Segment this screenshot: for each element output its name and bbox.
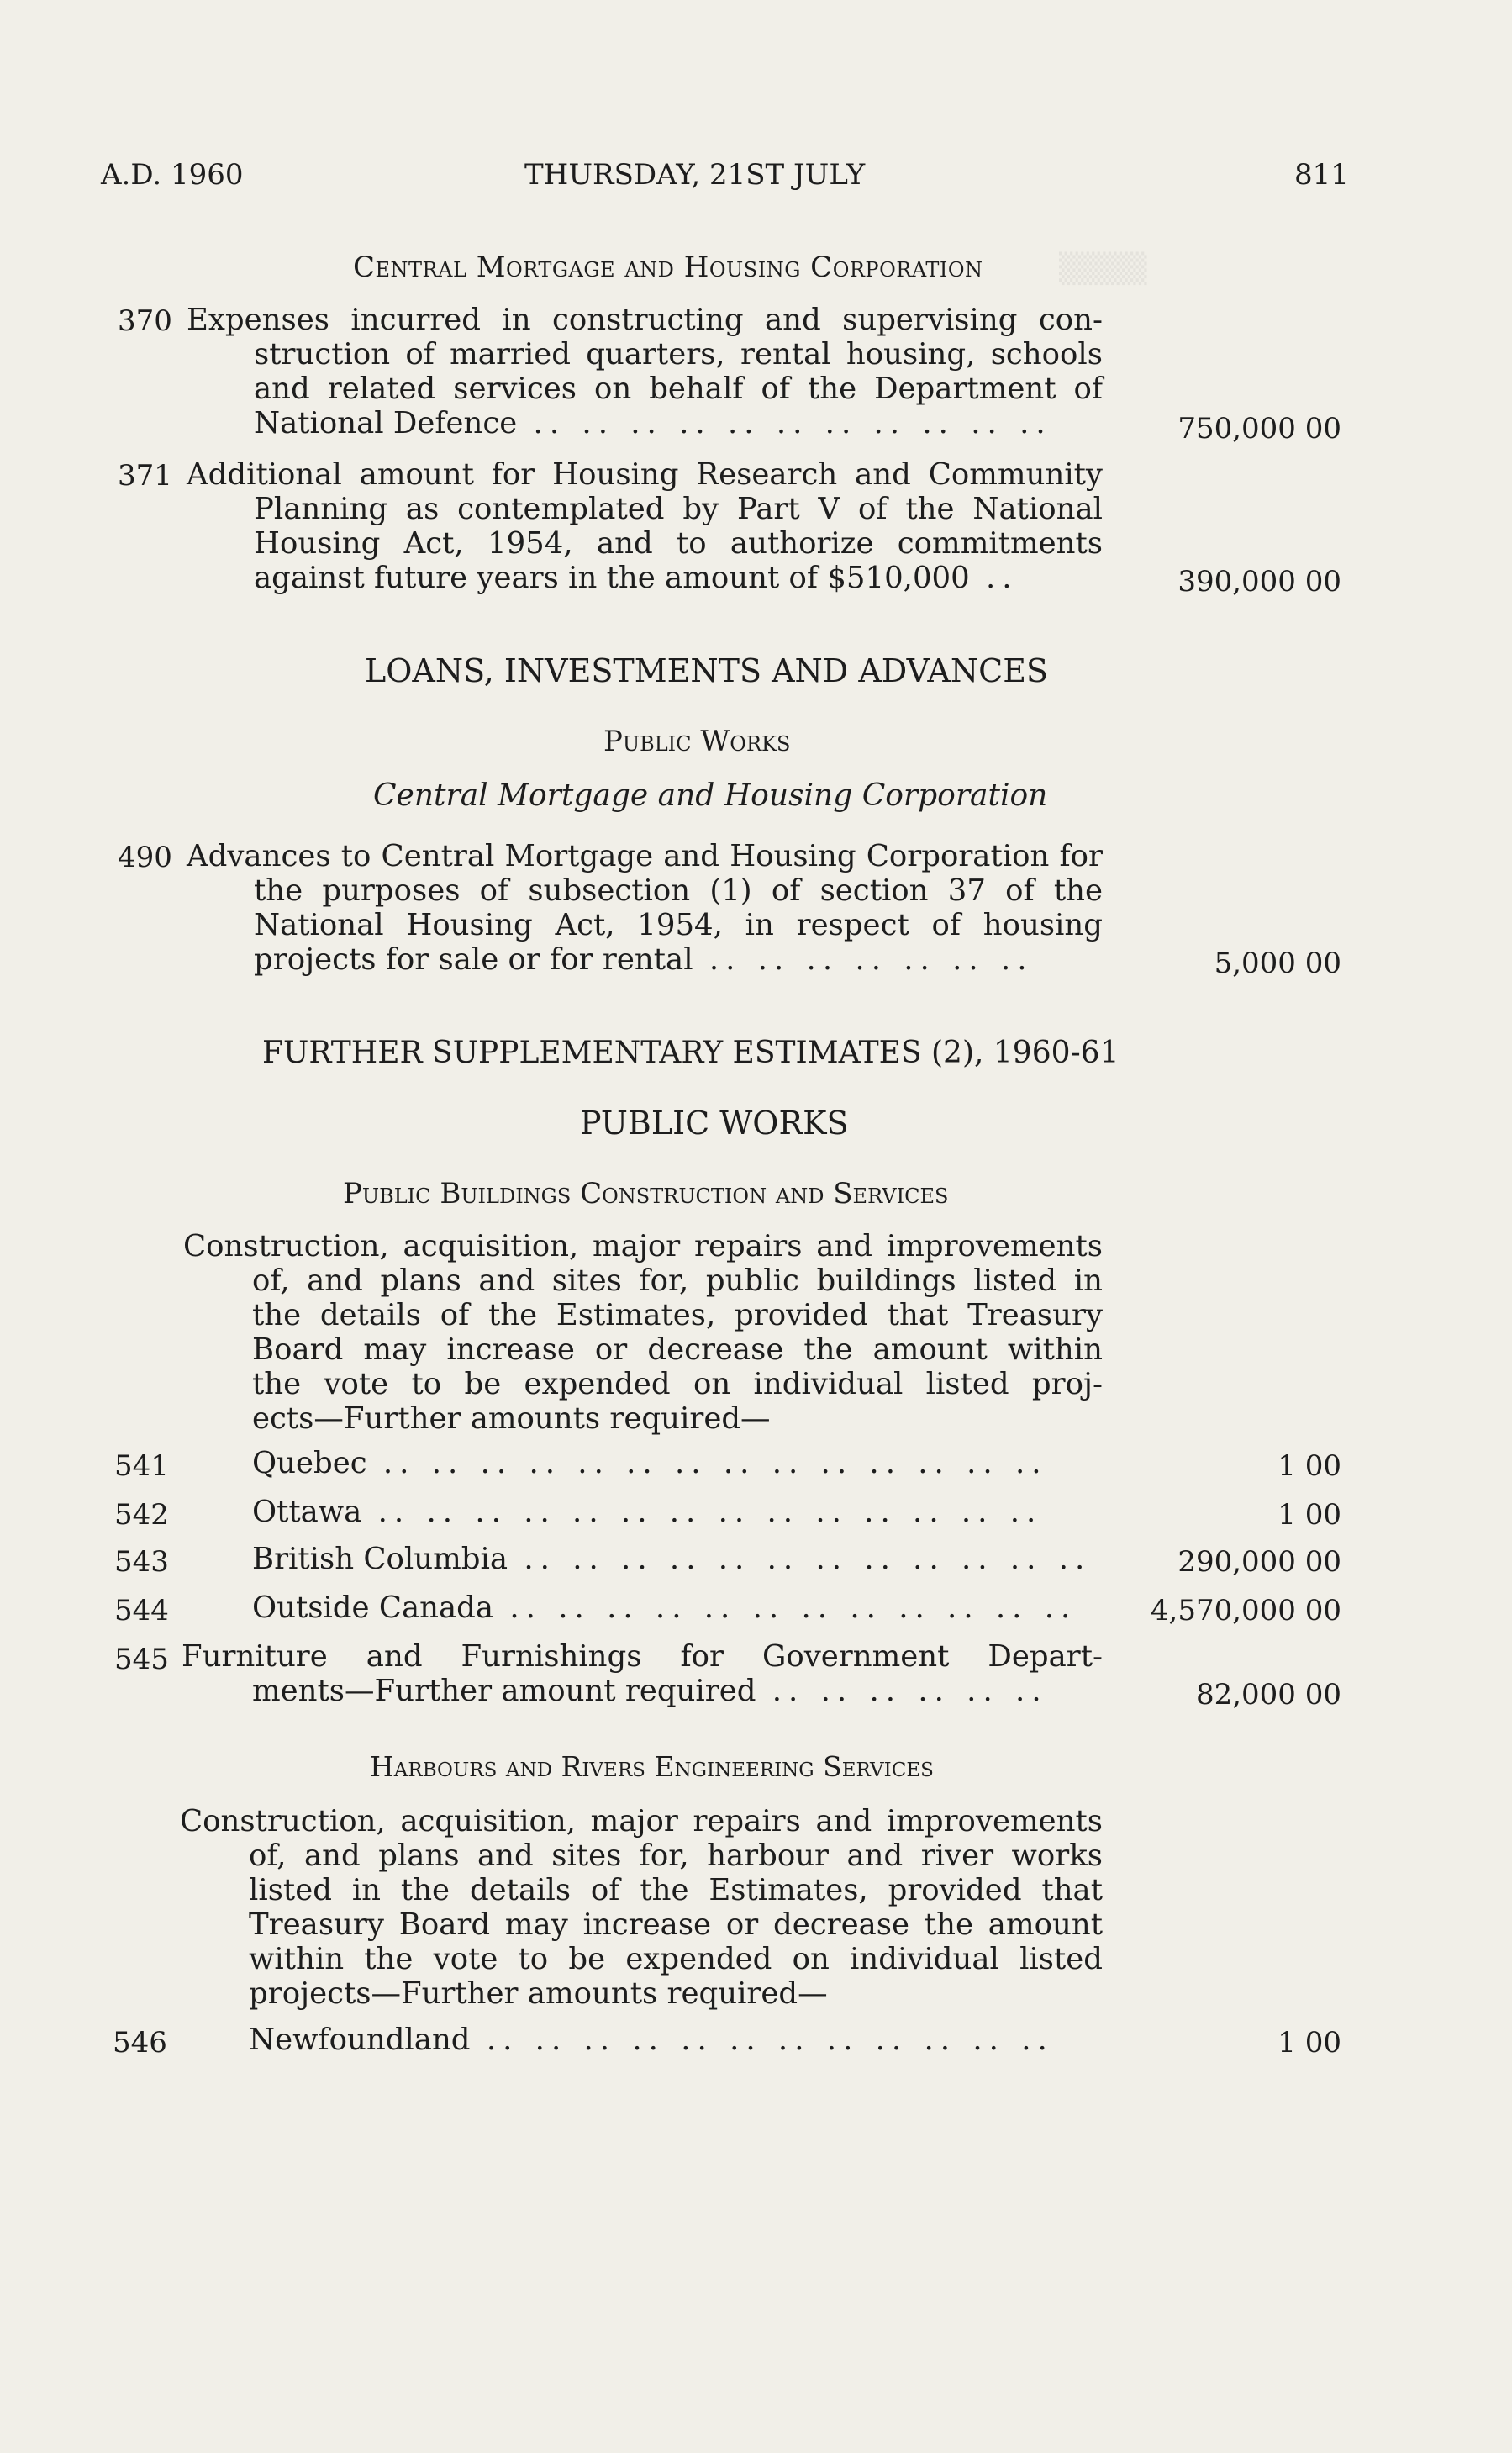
item-545-number: 545	[114, 1643, 169, 1676]
item-544-label: Outside Canada	[252, 1590, 494, 1625]
hres-line: Construction, acquisition, major repairs and improvements	[180, 1804, 1103, 1838]
leader-dots: .. .. .. .. .. .. .. .. .. .. .. ..	[470, 2023, 1054, 2057]
item-490-line: Advances to Central Mortgage and Housing Corporation for	[187, 839, 1103, 873]
item-543-amount: 290,000 00	[1177, 1545, 1341, 1579]
item-545-amount: 82,000 00	[1195, 1678, 1341, 1712]
item-542-label: Ottawa	[252, 1495, 362, 1529]
item-541-number: 541	[114, 1449, 169, 1483]
leader-dots: .. .. .. .. .. .. .. .. .. .. ..	[517, 406, 1052, 440]
item-546-label: Newfoundland	[249, 2023, 471, 2057]
item-541-label: Quebec	[252, 1446, 367, 1480]
item-541-amount: 1 00	[1278, 1449, 1341, 1483]
header-page-number: 811	[1294, 158, 1349, 192]
further-supplementary-heading: FURTHER SUPPLEMENTARY ESTIMATES (2), 1960-61	[262, 1036, 1120, 1070]
item-546-label-row	[249, 2023, 1054, 2057]
show-through-mark: ▒▒▒▒	[1059, 252, 1147, 286]
item-370-line: Expenses incurred in constructing and supervising con-	[187, 303, 1103, 337]
public-works-subheading: Public Works	[603, 725, 791, 758]
item-546-number: 546	[113, 2026, 167, 2060]
leader-dots: .. .. .. .. .. .. .. .. .. .. .. ..	[493, 1590, 1077, 1625]
cmhc-italic-heading: Central Mortgage and Housing Corporation	[373, 778, 1048, 813]
pbcs-line: the details of the Estimates, provided that Treasury	[252, 1298, 1103, 1332]
item-371-number: 371	[118, 459, 172, 493]
item-490-line: National Housing Act, 1954, in respect of housing	[254, 908, 1103, 942]
item-545-text	[182, 1639, 1103, 1708]
item-543-number: 543	[114, 1545, 169, 1579]
item-371-text	[187, 457, 1103, 595]
item-545-last-text: ments—Further amount required	[252, 1674, 756, 1708]
item-371-line: Housing Act, 1954, and to authorize commitments	[254, 526, 1103, 561]
item-541-label-row	[252, 1446, 1048, 1480]
item-371-line: Planning as contemplated by Part V of the National	[254, 492, 1103, 526]
item-370-line	[254, 406, 1103, 440]
item-370-amount: 750,000 00	[1177, 412, 1341, 446]
item-490-number: 490	[118, 841, 172, 874]
item-544-label-row	[252, 1590, 1077, 1625]
item-371-amount: 390,000 00	[1177, 565, 1341, 599]
item-542-number: 542	[114, 1498, 169, 1532]
item-542-amount: 1 00	[1278, 1498, 1341, 1532]
item-370-last-text: National Defence	[254, 406, 518, 440]
header-date: THURSDAY, 21ST JULY	[524, 158, 866, 192]
item-490-amount: 5,000 00	[1214, 947, 1341, 980]
item-490-line	[254, 942, 1103, 977]
pbcs-heading: Public Buildings Construction and Services	[343, 1177, 949, 1211]
item-370-number: 370	[118, 304, 172, 338]
item-542-label-row	[252, 1495, 1042, 1529]
item-544-number: 544	[114, 1594, 169, 1627]
hres-line: within the vote to be expended on individual listed	[249, 1942, 1103, 1976]
item-543-label-row	[252, 1542, 1091, 1576]
hres-heading: Harbours and Rivers Engineering Services	[370, 1750, 934, 1783]
hres-line: of, and plans and sites for, harbour and river works	[249, 1838, 1103, 1873]
item-370-line: struction of married quarters, rental housing, schools	[254, 337, 1103, 372]
item-545-line: Furniture and Furnishings for Government Depart-	[182, 1639, 1103, 1674]
item-490-last-text: projects for sale or for rental	[254, 942, 693, 977]
item-370-line: and related services on behalf of the Department of	[254, 372, 1103, 406]
hres-line: projects—Further amounts required—	[249, 1976, 828, 2011]
cmhc-heading: Central Mortgage and Housing Corporation	[353, 251, 983, 284]
leader-dots: .. .. .. .. .. .. .. .. .. .. .. ..	[508, 1542, 1092, 1576]
item-370-text	[187, 303, 1103, 440]
public-works-heading: PUBLIC WORKS	[580, 1105, 849, 1142]
item-371-line: Additional amount for Housing Research and Community	[187, 457, 1103, 492]
pbcs-line: ects—Further amounts required—	[252, 1401, 771, 1436]
leader-dots: .. .. .. .. .. .. ..	[693, 942, 1034, 977]
item-546-amount: 1 00	[1278, 2026, 1341, 2060]
leader-dots: .. .. .. .. .. .. .. .. .. .. .. .. .. ..	[361, 1495, 1043, 1529]
hres-line: listed in the details of the Estimates, provided that	[249, 1873, 1103, 1907]
leader-dots: .. .. .. .. .. .. .. .. .. .. .. .. .. ..	[366, 1446, 1048, 1480]
loans-heading: LOANS, INVESTMENTS AND ADVANCES	[365, 652, 1048, 689]
pbcs-line: Board may increase or decrease the amount within	[252, 1332, 1103, 1367]
hres-line: Treasury Board may increase or decrease the amount	[249, 1907, 1103, 1942]
leader-dots: .. .. .. .. .. ..	[756, 1674, 1048, 1708]
pbcs-line: of, and plans and sites for, public buildings listed in	[252, 1263, 1103, 1298]
pbcs-line: the vote to be expended on individual listed proj-	[252, 1367, 1103, 1401]
item-544-amount: 4,570,000 00	[1150, 1594, 1341, 1627]
pbcs-line: Construction, acquisition, major repairs and improvements	[183, 1229, 1103, 1263]
item-490-line: the purposes of subsection (1) of section 37 of the	[254, 873, 1103, 908]
pbcs-paragraph	[183, 1229, 1103, 1436]
header-year: A.D. 1960	[101, 158, 244, 192]
leader-dots: ..	[969, 561, 1019, 595]
hres-paragraph	[180, 1804, 1103, 2011]
item-545-line	[252, 1674, 1103, 1708]
item-543-label: British Columbia	[252, 1542, 508, 1576]
item-371-line	[254, 561, 1103, 595]
item-371-last-text: against future years in the amount of $510,000	[254, 561, 970, 595]
item-490-text	[187, 839, 1103, 977]
